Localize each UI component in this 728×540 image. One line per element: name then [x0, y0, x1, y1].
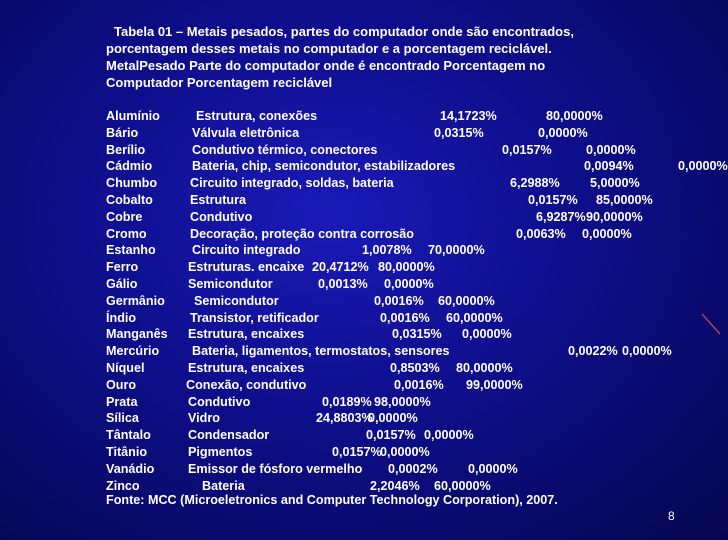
- computer-part: Condensador: [188, 428, 270, 443]
- percentage-in-computer: 14,1723%: [440, 109, 497, 123]
- computer-part: Semicondutor: [194, 293, 279, 308]
- title-line-3: Metal​Pesado Parte do computador onde é encontrado Porcentagem no: [106, 58, 546, 73]
- metal-name: Mercúrio: [106, 344, 160, 359]
- metals-table: [106, 109, 728, 495]
- table-row: [106, 294, 706, 311]
- computer-part: Condutivo: [188, 394, 251, 409]
- table-row: [106, 311, 706, 328]
- percentage-in-computer: 0,0315%: [392, 327, 442, 342]
- percentage-in-computer: 0,0063%: [516, 226, 566, 241]
- percentage-in-computer: 0,0016%: [374, 293, 424, 308]
- metal-name: Cádmio: [106, 159, 153, 174]
- recyclable-percentage: 85,0000%: [596, 192, 653, 207]
- percentage-in-computer: 0,0315%: [434, 125, 484, 140]
- metal-name: Berílio: [106, 142, 146, 157]
- recyclable-percentage: 70,0000%: [428, 243, 485, 258]
- table-row: [106, 361, 706, 378]
- source-citation: Fonte: MCC (Microeletronics and Computer Technology Corporation), 2007.: [106, 493, 558, 507]
- percentage-in-computer: 20,4712%: [312, 260, 369, 275]
- table-row: [106, 193, 706, 210]
- percentage-in-computer: 0,0189%: [322, 394, 372, 409]
- recyclable-percentage: 80,0000%: [546, 109, 603, 123]
- table-row: [106, 143, 706, 160]
- metal-name: Prata: [106, 394, 138, 409]
- metal-name: Bário: [106, 125, 139, 140]
- metal-name: Manganês: [106, 327, 168, 342]
- table-row: [106, 411, 706, 428]
- computer-part: Bateria: [202, 478, 245, 493]
- metal-name: Gálio: [106, 276, 138, 291]
- computer-part: Pigmentos: [188, 444, 253, 459]
- recyclable-percentage: 5,0000%: [590, 176, 640, 191]
- percentage-in-computer: 0,0094%: [584, 159, 634, 174]
- recyclable-percentage: 0,0000%: [462, 327, 512, 342]
- metal-name: Germânio: [106, 293, 165, 308]
- computer-part: Válvula eletrônica: [192, 125, 300, 140]
- table-row: [106, 445, 706, 462]
- decorative-line-icon: [700, 300, 720, 340]
- percentage-in-computer: 1,0078%: [362, 243, 412, 258]
- computer-part: Decoração, proteção contra corrosão: [190, 226, 414, 241]
- recyclable-percentage: 80,0000%: [456, 360, 513, 375]
- recyclable-percentage: 0,0000%: [424, 428, 474, 443]
- table-row: [106, 176, 706, 193]
- percentage-in-computer: 0,0016%: [394, 377, 444, 392]
- recyclable-percentage: 60,0000%: [438, 293, 495, 308]
- computer-part: Bateria, ligamentos, termostatos, sensores: [192, 344, 450, 359]
- computer-part: Bateria, chip, semicondutor, estabilizadores: [192, 159, 456, 174]
- metal-name: Sílica: [106, 411, 139, 426]
- table-row: [106, 243, 706, 260]
- table-row: [106, 277, 706, 294]
- computer-part: Circuito integrado, soldas, bateria: [190, 176, 394, 191]
- computer-part: Transistor, retificador: [190, 310, 319, 325]
- recyclable-percentage: 90,0000%: [586, 209, 643, 224]
- recyclable-percentage: 80,0000%: [378, 260, 435, 275]
- table-row: [106, 109, 706, 126]
- percentage-in-computer: 6,9287%: [536, 209, 586, 224]
- table-row: [106, 344, 706, 361]
- table-row: [106, 159, 728, 176]
- percentage-in-computer: 0,0157%: [528, 192, 578, 207]
- metal-name: Ferro: [106, 260, 139, 275]
- table-row: [106, 462, 706, 479]
- recyclable-percentage: 99,0000%: [466, 377, 523, 392]
- metal-name: Vanádio: [106, 461, 155, 476]
- recyclable-percentage: 0,0000%: [622, 344, 672, 359]
- computer-part: Estrutura, conexões: [196, 109, 318, 123]
- title-line-1: Tabela 01 – Metais pesados, partes do computador onde são encontrados,: [114, 24, 574, 39]
- metal-name: Níquel: [106, 360, 145, 375]
- recyclable-percentage: 60,0000%: [434, 478, 491, 493]
- computer-part: Vidro: [188, 411, 220, 426]
- metal-name: Ouro: [106, 377, 137, 392]
- metal-name: Alumínio: [106, 109, 160, 123]
- recyclable-percentage: 0,0000%: [538, 125, 588, 140]
- table-row: [106, 126, 706, 143]
- recyclable-percentage: 0,0000%: [678, 159, 728, 174]
- recyclable-percentage: 0,0000%: [380, 444, 430, 459]
- table-row: [106, 210, 706, 227]
- recyclable-percentage: 0,0000%: [582, 226, 632, 241]
- table-row: [106, 260, 706, 277]
- computer-part: Emissor de fósforo vermelho: [188, 461, 363, 476]
- percentage-in-computer: 2,2046%: [370, 478, 420, 493]
- computer-part: Estrutura, encaixes: [188, 360, 305, 375]
- computer-part: Conexão, condutivo: [186, 377, 307, 392]
- table-row: [106, 395, 706, 412]
- recyclable-percentage: 0,0000%: [586, 142, 636, 157]
- percentage-in-computer: 0,0016%: [380, 310, 430, 325]
- computer-part: Condutivo: [190, 209, 253, 224]
- table-row: [106, 428, 706, 445]
- recyclable-percentage: 60,0000%: [446, 310, 503, 325]
- computer-part: Estrutura, encaixes: [188, 327, 305, 342]
- title-line-2: porcentagem desses metais no computador e a porcentagem reciclável.: [106, 41, 552, 56]
- percentage-in-computer: 6,2988%: [510, 176, 560, 191]
- percentage-in-computer: 0,0157%: [366, 428, 416, 443]
- percentage-in-computer: 24,8803%: [316, 411, 373, 426]
- metal-name: Chumbo: [106, 176, 158, 191]
- computer-part: Estrutura: [190, 192, 246, 207]
- title-line-4: Computador Porcentagem reciclável: [106, 75, 333, 90]
- metal-name: Cobre: [106, 209, 143, 224]
- metal-name: Cromo: [106, 226, 147, 241]
- metal-name: Cobalto: [106, 192, 153, 207]
- metal-name: Estanho: [106, 243, 156, 258]
- percentage-in-computer: 0,0157%: [502, 142, 552, 157]
- metal-name: Zinco: [106, 478, 140, 493]
- metal-name: Índio: [106, 310, 137, 325]
- table-title: [106, 23, 666, 91]
- computer-part: Estruturas. encaixe: [188, 260, 305, 275]
- metal-name: Tântalo: [106, 428, 151, 443]
- recyclable-percentage: 98,0000%: [374, 394, 431, 409]
- computer-part: Condutivo térmico, conectores: [192, 142, 378, 157]
- computer-part: Circuito integrado: [192, 243, 301, 258]
- recyclable-percentage: 0,0000%: [368, 411, 418, 426]
- metal-name: Titânio: [106, 444, 148, 459]
- percentage-in-computer: 0,0022%: [568, 344, 618, 359]
- percentage-in-computer: 0,0013%: [318, 276, 368, 291]
- computer-part: Semicondutor: [188, 276, 273, 291]
- table-row: [106, 327, 706, 344]
- percentage-in-computer: 0,0157%: [332, 444, 382, 459]
- table-row: [106, 227, 706, 244]
- recyclable-percentage: 0,0000%: [468, 461, 518, 476]
- page-number: 8: [668, 509, 675, 523]
- percentage-in-computer: 0,0002%: [388, 461, 438, 476]
- recyclable-percentage: 0,0000%: [384, 276, 434, 291]
- table-row: [106, 378, 706, 395]
- percentage-in-computer: 0,8503%: [390, 360, 440, 375]
